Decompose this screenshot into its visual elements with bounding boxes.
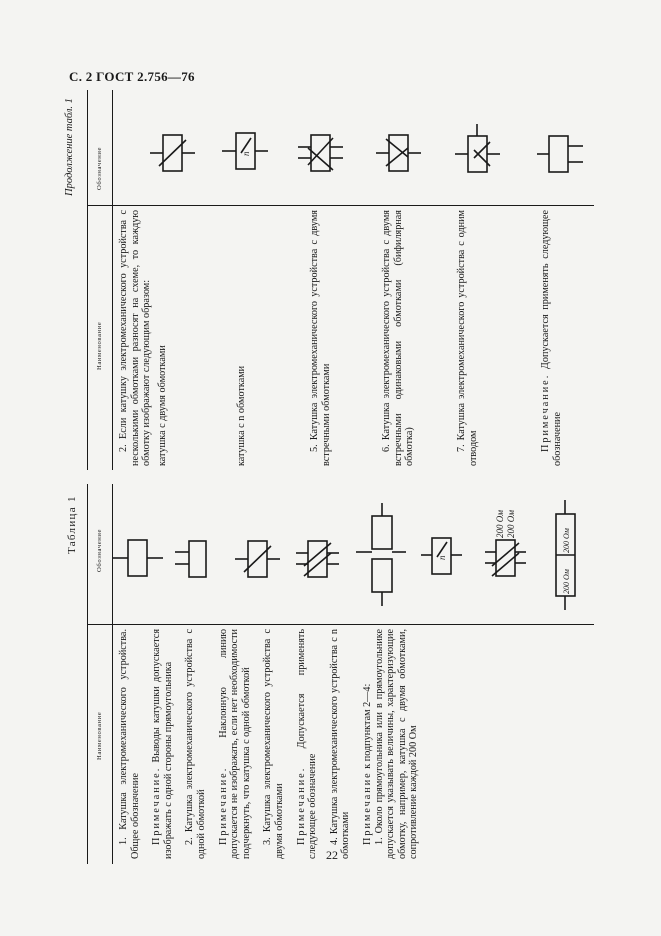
left-table-caption: Таблица 1 [66,495,78,554]
ohm-label-box-1: 200 Ом [562,528,571,553]
right-item-5: 5. Катушка электромеханического устройства с двумя встречными обмотками [309,210,332,466]
item-1-note-text: Выводы катушки допускается изображать с одной стороны прямоугольника [151,628,174,859]
coil-separated-n-winding-symbol [222,133,268,169]
right-table-caption: Продолжение табл. 1 [64,98,75,196]
item-4-note-text: к подпунктам 2—4: [361,683,373,769]
left-col-header-symbol: Обозначение [96,528,103,572]
coil-one-tap-alt-symbol [537,136,583,172]
page-number: 22 [326,848,338,862]
item-2-note-text: Наклонную линию допускается не изображать, если нет необходимости подчеркнуть, что катушка с одной обмоткой [217,628,252,859]
item-3-title: 3. Катушка электромеханического устройства с двумя обмотками [262,629,285,859]
page-header: С. 2 ГОСТ 2.756—76 [69,69,195,84]
item-4-title: 4. Катушка электромеханического устройства с n обмотками [328,629,352,859]
item-2-note-label: Примечание. [217,766,229,845]
right-col-header-name: Наименование [96,321,103,370]
right-item-2: катушка с n обмотками [236,365,247,466]
ohm-label-1: 200 Ом [495,510,505,538]
item-4-note-2: 1. Около прямоугольника или в прямоугольнике допускается указывать величины, характеризующие обмотку, например, катушка с двумя обмотками, сопротивление каждой 200 Ом [373,629,420,859]
ohm-label-box-2: 200 Ом [562,569,571,594]
right-item-7: 7. Катушка электромеханического устройства с одним отводом [456,210,479,466]
right-intro: 2. Если катушку электромеханического устройства с несколькими обмотками разносят на схеме, то каждую обмотку изображают следующим образом: [118,210,153,466]
right-col-header-symbol: Обозначение [96,146,103,190]
n-label-right: n [241,151,251,156]
right-item-6: 6. Катушка электромеханического устройства с двумя встречными одинаковыми обмотками (бифилярная обмотка) [381,210,416,466]
right-final-note-text: Допускается применять следующее обозначение [540,210,563,466]
right-item-1: катушка с двумя обмотками [156,345,168,466]
item-4-note-label: Примечание [361,771,373,845]
ohm-label-2: 200 Ом [506,510,516,538]
item-1-title: 1. Катушка электромеханического устройства. Общее обозначение [118,629,141,859]
coil-one-tap-symbol [455,124,500,172]
item-3-note-label: Примечание. [295,766,307,845]
coil-opposing-windings-symbol [298,135,343,171]
left-col-header-name: Наименование [96,711,103,760]
right-final-note-label: Примечание. [540,373,551,452]
item-3-note-text: Допускается применять следующее обозначение [295,629,319,859]
item-1-note-label: Примечание. [151,766,163,845]
n-label-left: n [437,555,447,560]
coil-separated-winding-symbol [150,135,195,171]
item-2-title: 2. Катушка электромеханического устройства с одной обмоткой [184,629,207,859]
coil-bifilar-symbol [376,135,421,171]
